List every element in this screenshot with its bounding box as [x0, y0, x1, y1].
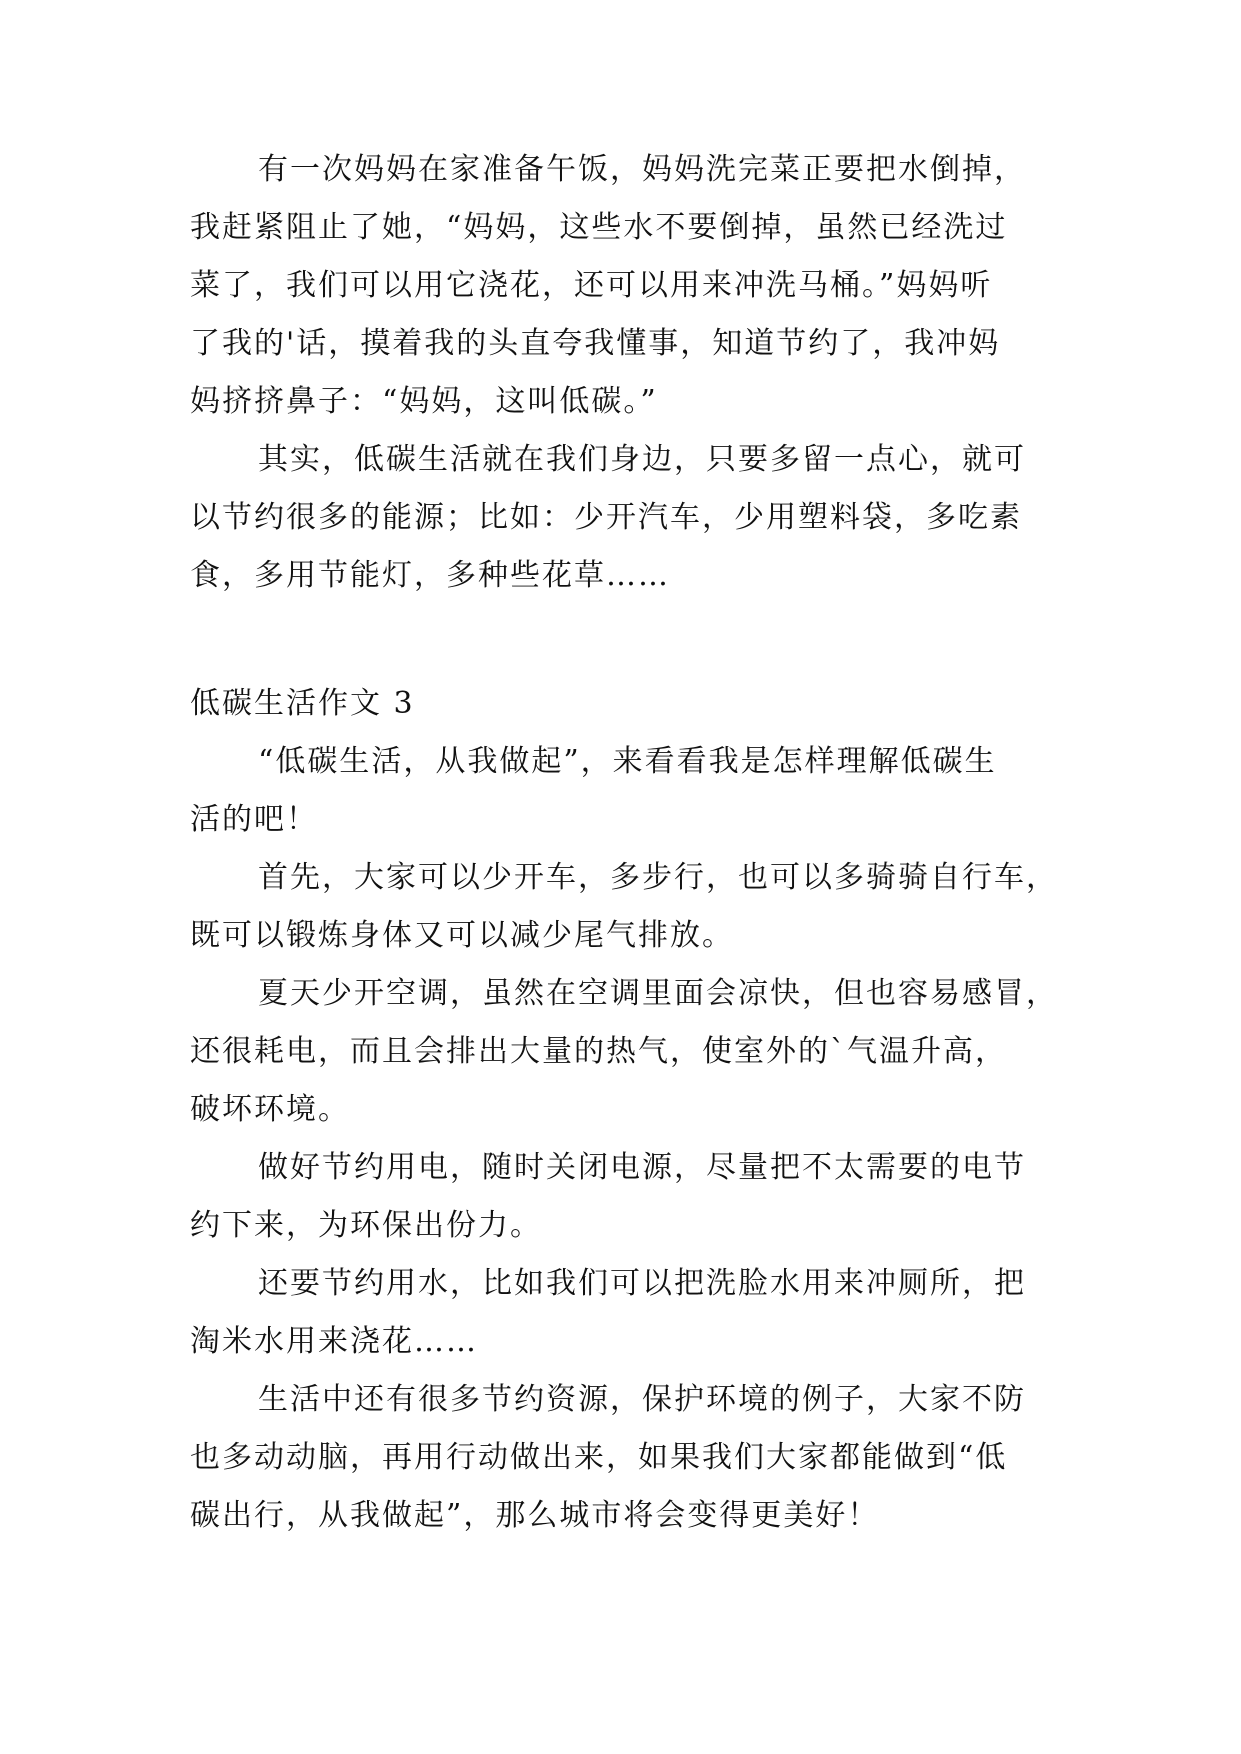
text-line-11: 活的吧！: [190, 802, 318, 837]
text-line-6: 其实，低碳生活就在我们身边，只要多留一点心，就可: [258, 442, 1026, 477]
text-line-1: 有一次妈妈在家准备午饭，妈妈洗完菜正要把水倒掉，: [258, 152, 1026, 187]
text-line-15: 还很耗电，而且会排出大量的热气，使室外的`气温升高，: [190, 1034, 1007, 1069]
section-heading: 低碳生活作文 3: [190, 686, 415, 721]
text-line-16: 破坏环境。: [190, 1092, 350, 1127]
text-line-21: 生活中还有很多节约资源，保护环境的例子，大家不防: [258, 1382, 1026, 1417]
text-line-23: 碳出行，从我做起”，那么城市将会变得更美好！: [190, 1498, 880, 1533]
text-line-12: 首先，大家可以少开车，多步行，也可以多骑骑自行车，: [258, 860, 1058, 895]
text-line-8: 食，多用节能灯，多种些花草……: [190, 558, 670, 593]
text-line-2: 我赶紧阻止了她，“妈妈，这些水不要倒掉，虽然已经洗过: [190, 210, 1008, 245]
text-line-13: 既可以锻炼身体又可以减少尾气排放。: [190, 918, 734, 953]
text-line-10: “低碳生活，从我做起”，来看看我是怎样理解低碳生: [258, 744, 997, 779]
text-line-17: 做好节约用电，随时关闭电源，尽量把不太需要的电节: [258, 1150, 1026, 1185]
text-line-5: 妈挤挤鼻子：“妈妈，这叫低碳。”: [190, 384, 658, 419]
text-line-20: 淘米水用来浇花……: [190, 1324, 478, 1359]
text-line-19: 还要节约用水，比如我们可以把洗脸水用来冲厕所，把: [258, 1266, 1026, 1301]
text-line-7: 以节约很多的能源；比如：少开汽车，少用塑料袋，多吃素: [190, 500, 1022, 535]
text-line-14: 夏天少开空调，虽然在空调里面会凉快，但也容易感冒，: [258, 976, 1058, 1011]
text-line-4: 了我的'话，摸着我的头直夸我懂事，知道节约了，我冲妈: [190, 326, 1001, 361]
text-line-22: 也多动动脑，再用行动做出来，如果我们大家都能做到“低: [190, 1440, 1008, 1475]
text-line-3: 菜了，我们可以用它浇花，还可以用来冲洗马桶。”妈妈听: [190, 268, 993, 303]
text-line-18: 约下来，为环保出份力。: [190, 1208, 542, 1243]
